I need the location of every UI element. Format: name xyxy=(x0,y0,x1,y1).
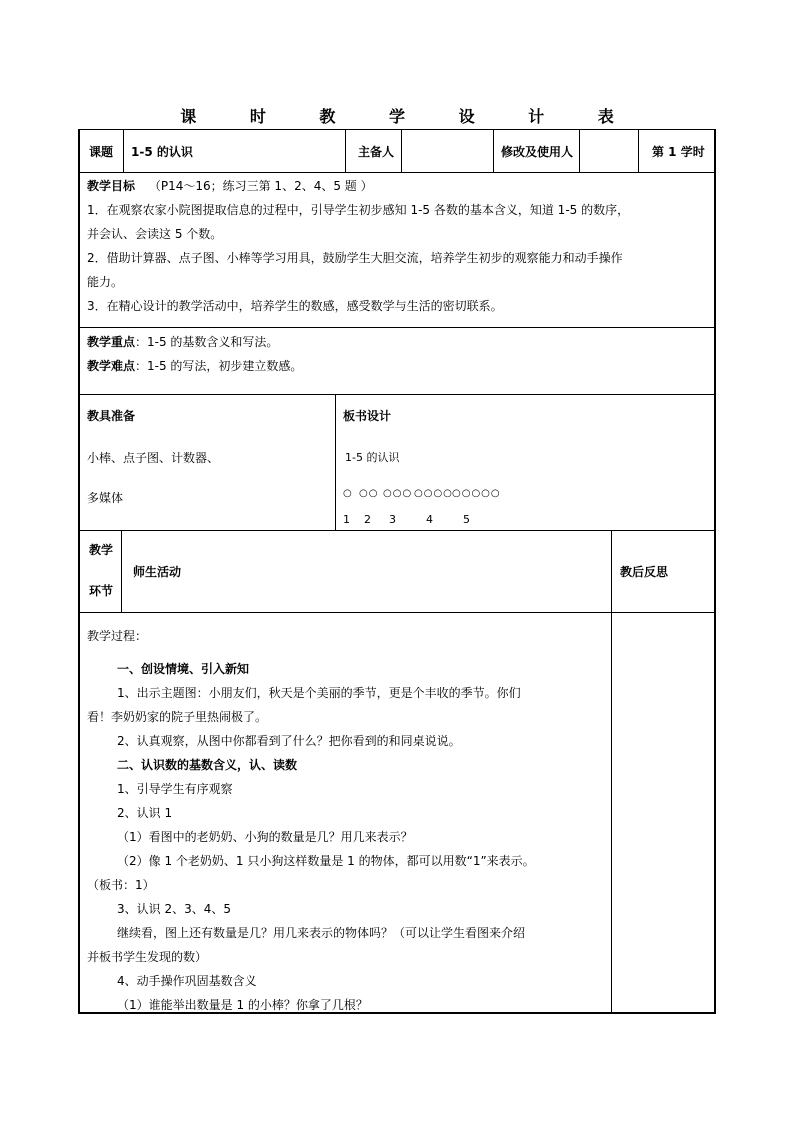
objective-line: 1．在观察农家小院图提取信息的过程中，引导学生初步感知 1-5 各数的基本含义，知道 1-5 的数序， xyxy=(87,203,630,217)
process-line: 1、引导学生有序观察 xyxy=(117,782,233,796)
focus-text: ：1-5 的基数含义和写法。 xyxy=(135,335,279,349)
materials-label: 教具准备 xyxy=(87,409,136,423)
modifier-label: 修改及使用人 xyxy=(501,145,574,159)
materials-line: 小棒、点子图、计数器、 xyxy=(87,451,220,465)
process-line: 2、认真观察，从图中你都看到了什么？把你看到的和同桌说说。 xyxy=(117,734,461,748)
lesson-plan-table xyxy=(78,129,716,1014)
objectives-label: 教学目标 xyxy=(87,179,136,193)
objectives-range: （P14～16；练习三第 1、2、4、5 题 ） xyxy=(148,179,373,193)
process-line: 1、出示主题图：小朋友们，秋天是个美丽的季节，更是个丰收的季节。你们 xyxy=(117,686,521,700)
process-line: （板书：1） xyxy=(87,878,155,892)
process-line: 4、动手操作巩固基数含义 xyxy=(117,974,257,988)
col-divider xyxy=(493,130,494,172)
col-divider xyxy=(401,130,402,172)
focus-label: 教学重点 xyxy=(87,335,136,349)
row-divider xyxy=(80,530,716,531)
difficulty-text: ：1-5 的写法，初步建立数感。 xyxy=(135,359,303,373)
objective-line: 并会认、会读这 5 个数。 xyxy=(87,227,223,241)
process-line: 二、认识数的基数含义，认、读数 xyxy=(117,758,298,772)
dot-group-4: ○○○○ xyxy=(414,488,453,499)
dot-group-2: ○○ xyxy=(359,488,379,499)
stage-label: 环节 xyxy=(89,584,114,598)
process-line: 并板书学生发现的数） xyxy=(87,950,208,964)
objective-line: 能力。 xyxy=(87,275,124,289)
board-number: 2 xyxy=(364,513,371,526)
process-line: 继续看，图上还有数量是几？用几来表示的物体吗？（可以让学生看图来介绍 xyxy=(117,926,526,940)
board-number: 5 xyxy=(463,513,470,526)
page-title: 课 时 教 学 设 计 表 xyxy=(180,107,638,126)
process-line: （1）看图中的老奶奶、小狗的数量是几？用几来表示？ xyxy=(117,830,413,844)
row-divider xyxy=(80,612,716,613)
objective-line: 3．在精心设计的教学活动中，培养学生的数感，感受数学与生活的密切联系。 xyxy=(87,299,503,313)
col-divider xyxy=(345,130,346,172)
col-divider xyxy=(335,394,336,530)
teaching-focus xyxy=(87,334,278,350)
col-divider xyxy=(611,530,612,1013)
objectives-heading xyxy=(87,178,373,194)
process-line: （2）像 1 个老奶奶、1 只小狗这样数量是 1 的物体，都可以用数“1”来表示。 xyxy=(117,854,535,868)
board-label: 板书设计 xyxy=(343,409,392,423)
col-divider xyxy=(638,130,639,172)
topic-value: 1-5 的认识 xyxy=(131,145,193,159)
materials-line: 多媒体 xyxy=(87,491,124,505)
row-divider xyxy=(80,172,716,173)
dot-group-5: ○○○○○ xyxy=(452,488,501,499)
stage-label: 教学 xyxy=(89,543,114,557)
board-number: 4 xyxy=(426,513,433,526)
period-label: 第 1 学时 xyxy=(652,145,705,159)
teaching-difficulty xyxy=(87,358,302,374)
process-line: 看！李奶奶家的院子里热闹极了。 xyxy=(87,710,268,724)
col-divider xyxy=(579,130,580,172)
board-heading: 1-5 的认识 xyxy=(345,451,400,464)
process-line: 2、认识 1 xyxy=(117,806,173,820)
board-number: 3 xyxy=(389,513,396,526)
col-divider xyxy=(123,130,124,172)
reflection-label: 教后反思 xyxy=(620,565,669,579)
process-line: 3、认识 2、3、4、5 xyxy=(117,902,231,916)
board-number: 1 xyxy=(343,513,350,526)
col-divider xyxy=(121,530,122,612)
objective-line: 2．借助计算器、点子图、小棒等学习用具，鼓励学生大胆交流，培养学生初步的观察能力和动手操作 xyxy=(87,251,623,265)
process-line: 一、创设情境、引入新知 xyxy=(117,662,250,676)
row-divider xyxy=(80,394,716,395)
activity-label: 师生活动 xyxy=(133,565,182,579)
process-intro: 教学过程： xyxy=(87,629,148,643)
preparer-label: 主备人 xyxy=(358,145,395,159)
dot-group-3: ○○○ xyxy=(383,488,413,499)
difficulty-label: 教学难点 xyxy=(87,359,136,373)
row-divider xyxy=(80,327,716,328)
topic-label: 课题 xyxy=(89,145,114,159)
process-line: （1）谁能举出数量是 1 的小棒？你拿了几根？ xyxy=(117,998,368,1012)
dot-group-1: ○ xyxy=(343,488,353,499)
